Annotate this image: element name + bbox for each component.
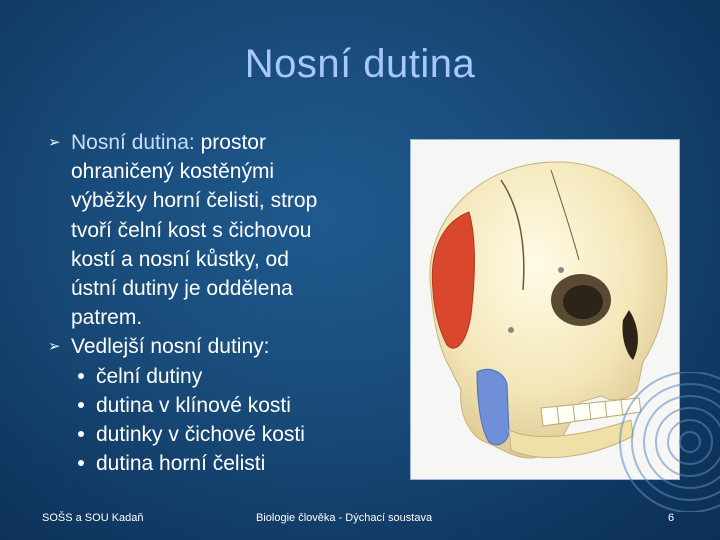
round-dot-icon (78, 431, 84, 437)
bullet-text-line: patrem. (71, 306, 143, 330)
bullet-text-line: kostí a nosní kůstky, od (71, 247, 289, 271)
bullet-text-line: ohraničený kostěnými (71, 160, 275, 184)
round-dot-icon (78, 402, 84, 408)
sub-bullet-text: dutina horní čelisti (96, 452, 266, 476)
round-dot-icon (78, 373, 84, 379)
round-dot-icon (78, 460, 84, 466)
bullet-item (48, 128, 388, 332)
decorative-swirl-icon (580, 372, 720, 512)
sub-bullet-text: čelní dutiny (96, 364, 203, 388)
slide-body (48, 128, 388, 478)
sub-bullet-text: dutinky v čichové kosti (96, 423, 305, 447)
footer-page-number: 6 (668, 512, 675, 524)
bullet-text: Vedlejší nosní dutiny: (71, 335, 270, 359)
sub-bullet-text: dutina v klínové kosti (96, 393, 291, 417)
bullet-text-line: prostor (200, 131, 266, 154)
bullet-item (48, 332, 388, 361)
bullet-text-line: ústní dutiny je oddělena (71, 277, 293, 301)
sub-bullet-item (48, 362, 388, 391)
footer-subject: Biologie člověka - Dýchací soustava (256, 512, 433, 524)
footer-school: SOŠS a SOU Kadaň (42, 512, 144, 524)
arrowhead-bullet-icon: ➢ (48, 134, 61, 151)
arrowhead-bullet-icon: ➢ (48, 338, 61, 356)
bullet-lead: Nosní dutina: (71, 131, 195, 154)
bullet-text-line: výběžky horní čelisti, strop (71, 189, 318, 213)
sub-bullet-item (48, 449, 388, 478)
slide-title: Nosní dutina (244, 42, 476, 86)
sub-bullet-item (48, 420, 388, 449)
bullet-text-line: tvoří čelní kost s čichovou (71, 218, 312, 242)
sub-bullet-item (48, 391, 388, 420)
